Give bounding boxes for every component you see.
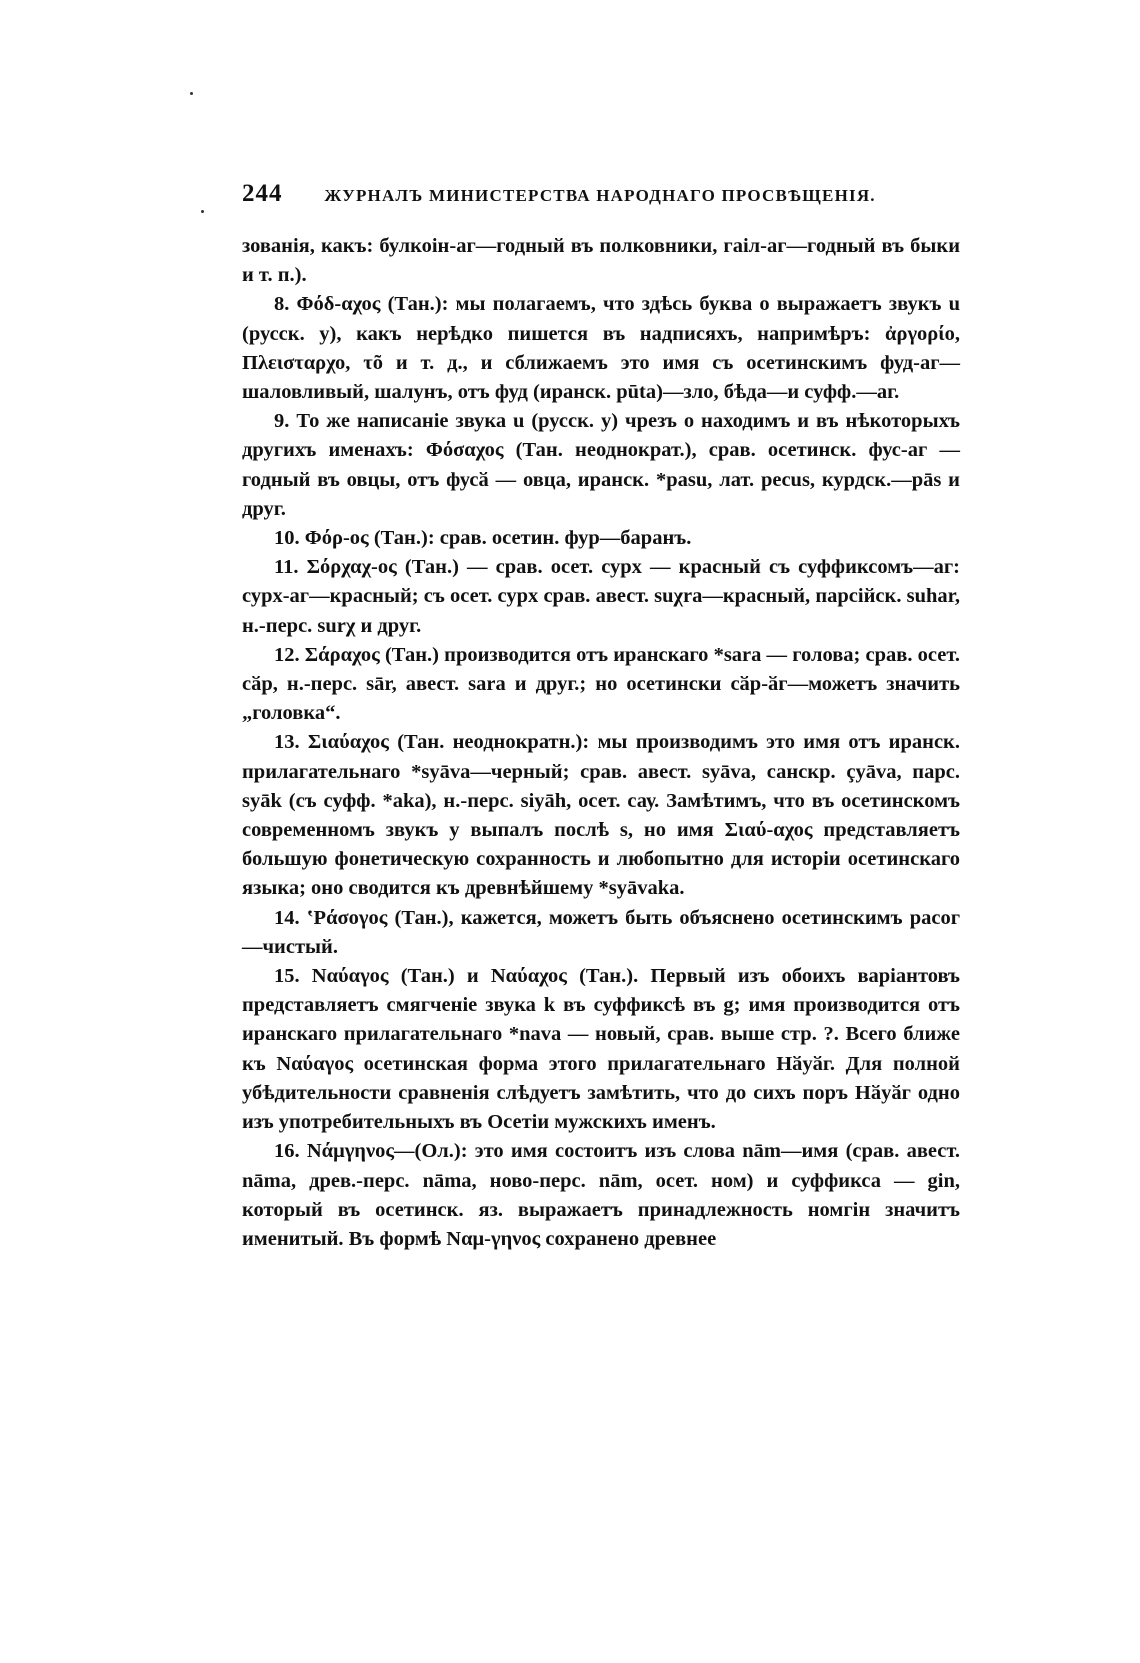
paragraph-continuation: зованія, какъ: булкоін-аг—годный въ полковники, гаіл-аг—годный въ быки и т. п.).: [242, 235, 960, 287]
paragraph-item-9: 9. То же написаніе звука u (русск. у) чрезъ ο находимъ и въ нѣкоторыхъ другихъ именахъ: Φόσαχος (Тан. неоднократ.), срав. осетинск. фус-аг — годный въ овцы, отъ фусӑ — овца, иранск. *pasu, лат. pecus, курдск.—pās и друг.: [242, 410, 960, 520]
paragraph-item-12: 12. Σάραχος (Тан.) производится отъ иранскаго *sara — голова; срав. осет. cӑр, н.-перс. sār, авест. sara и друг.; но осетински cӑр-ӑг—можетъ значить „головка“.: [242, 643, 960, 725]
paragraph-item-13: 13. Σιαύαχος (Тан. неоднократн.): мы производимъ это имя отъ иранск. прилагательнаго *syāva—черный; срав. авест. syāva, санскр. çyāva, парс. syāk (съ суфф. *aka), н.-перс. siyāh, осет. сау. Замѣтимъ, что въ осетинскомъ современномъ звукъ y выпалъ послѣ s, но имя Σιαύ-αχος представляетъ большую фонетическую сохранность и любопытно для исторіи осетинскаго языка; оно сводится къ древнѣйшему *syāvaka.: [242, 731, 960, 900]
print-speck: [190, 92, 193, 95]
paragraph-item-11: 11. Σόρχαχ-ος (Тан.) — срав. осет. сурх — красный съ суффиксомъ—аг: сурх-аг—красный; съ осет. сурх срав. авест. suχra—красный, парсійск. suhar, н.-перс. surχ и друг.: [242, 556, 960, 637]
paragraph-item-14: 14. ʽΡάσογος (Тан.), кажется, можетъ быть объяснено осетинскимъ расог—чистый.: [242, 906, 960, 958]
paragraph-item-10: 10. Φόρ-ος (Тан.): срав. осетин. фур—баранъ.: [274, 527, 692, 550]
print-speck: [201, 210, 204, 213]
paragraph-item-15: 15. Ναύαγος (Тан.) и Ναύαχος (Тан.). Первый изъ обоихъ варіантовъ представляетъ смягченіе звука k въ суффиксѣ въ g; имя производится отъ иранскаго прилагательнаго *nava — новый, срав. выше стр. ?. Всего ближе къ Ναύαγος осетинская форма этого прилагательнаго Нӑуӑг. Для полной убѣдительности сравненія слѣдуетъ замѣтить, что до сихъ поръ Нӑуӑг одно изъ употребительныхъ въ Осетіи мужскихъ именъ.: [242, 965, 960, 1134]
paragraph-item-16: 16. Νάμγηνος—(Ол.): это имя состоитъ изъ слова nām—имя (срав. авест. nāma, древ.-перс. nāma, ново-перс. nām, осет. ном) и суффикса — gin, который въ осетинск. яз. выражаетъ принадлежность номгін значитъ именитый. Въ формѣ Ναμ-γηνος сохранено древнее: [242, 1140, 960, 1250]
body-text: [242, 232, 960, 1254]
paragraph-item-8: 8. Φόδ-αχος (Тан.): мы полагаемъ, что здѣсь буква ο выражаетъ звукъ u (русск. у), какъ нерѣдко пишется въ надписяхъ, напримѣръ: ἀργορίο, Πλεισταρχο, τõ и т. д., и сближаемъ это имя съ осетинскимъ фуд-аг—шаловливый, шалунъ, отъ фуд (иранск. pūta)—зло, бѣда—и суфф.—аг.: [242, 293, 960, 404]
page-header: [242, 180, 962, 220]
page-number: 244: [242, 180, 283, 207]
running-title: ЖУРНАЛЪ МИНИСТЕРСТВА НАРОДНАГО ПРОСВѢЩЕНІЯ.: [324, 186, 876, 205]
